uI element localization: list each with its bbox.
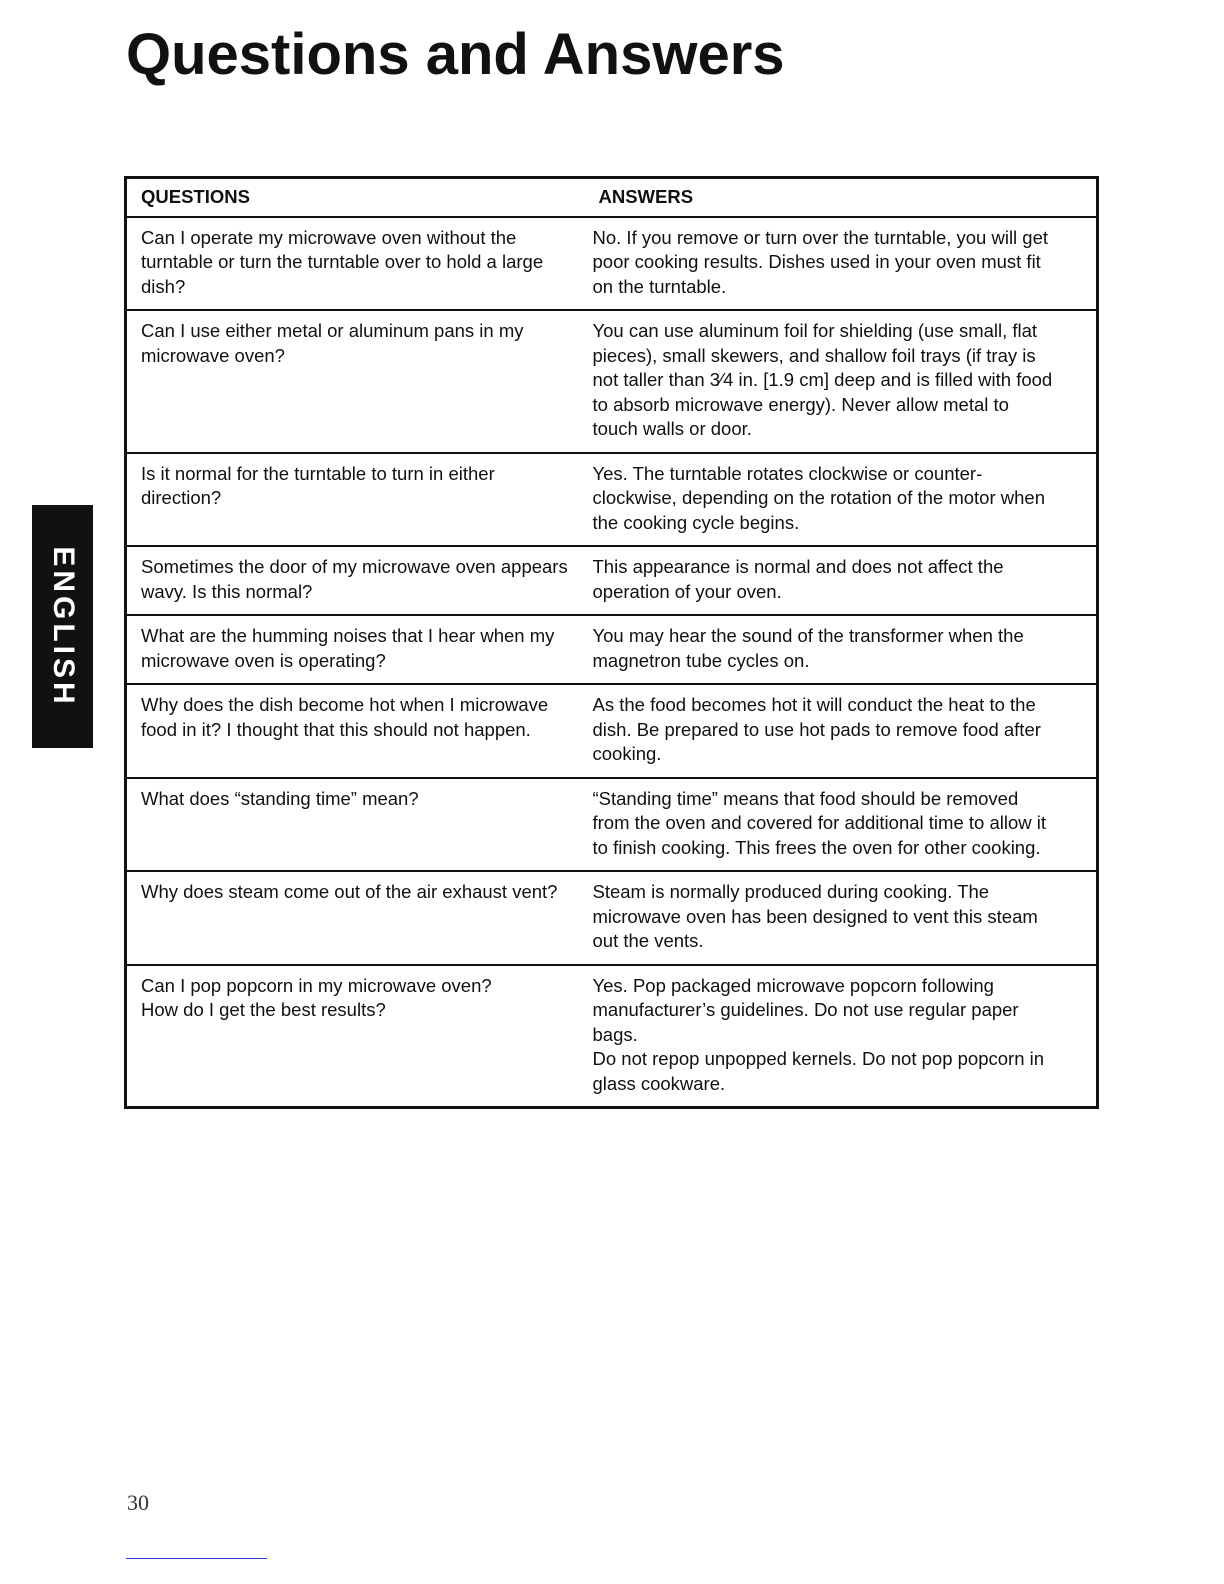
answers-header: ANSWERS bbox=[598, 186, 694, 207]
qa-table bbox=[124, 176, 1099, 1109]
answer-cell: “Standing time” means that food should be removed from the oven and covered for additional time to allow it to finish cooking. This frees the oven for other cooking. bbox=[592, 787, 1046, 858]
question-cell: Can I use either metal or aluminum pans in my microwave oven? bbox=[141, 320, 524, 366]
question-cell: Why does the dish become hot when I microwave food in it? I thought that this should not happen. bbox=[141, 694, 549, 740]
question-cell: What are the humming noises that I hear when my microwave oven is operating? bbox=[141, 625, 555, 671]
question-cell: Can I pop popcorn in my microwave oven? How do I get the best results? bbox=[141, 974, 492, 1020]
page-title: Questions and Answers bbox=[126, 22, 785, 87]
answer-cell: You can use aluminum foil for shielding (use small, flat pieces), small skewers, and shallow foil trays (if tray is not taller than 3⁄4 in. [1.9 cm] deep and is filled with food to absorb microwave energy). Never allow metal to touch walls or door. bbox=[592, 320, 1053, 439]
answer-cell: Yes. The turntable rotates clockwise or counter-clockwise, depending on the rotation of the motor when the cooking cycle begins. bbox=[592, 462, 1046, 533]
answer-cell: You may hear the sound of the transformer when the magnetron tube cycles on. bbox=[592, 625, 1024, 671]
answer-cell: This appearance is normal and does not affect the operation of your oven. bbox=[592, 556, 1004, 602]
table-header-row bbox=[126, 178, 1098, 217]
table-row bbox=[126, 310, 1098, 453]
table-row bbox=[126, 615, 1098, 684]
answer-cell: As the food becomes hot it will conduct the heat to the dish. Be prepared to use hot pads to remove food after cooking. bbox=[592, 694, 1041, 764]
question-cell: Can I operate my microwave oven without the turntable or turn the turntable over to hold a large dish? bbox=[141, 226, 544, 297]
page-number: 30 bbox=[127, 1490, 149, 1515]
table-row bbox=[126, 871, 1098, 965]
question-cell: Sometimes the door of my microwave oven appears wavy. Is this normal? bbox=[141, 556, 568, 602]
table-row bbox=[126, 778, 1098, 872]
language-tab-label: ENGLISH bbox=[46, 545, 80, 708]
language-tab bbox=[32, 505, 93, 748]
answer-cell: Yes. Pop packaged microwave popcorn following manufacturer’s guidelines. Do not use regular paper bags. Do not repop unpopped kernels. Do not pop popcorn in glass cookware. bbox=[592, 974, 1045, 1094]
table-row bbox=[126, 453, 1098, 547]
table-row bbox=[126, 965, 1098, 1108]
table-row bbox=[126, 546, 1098, 615]
question-cell: Why does steam come out of the air exhaust vent? bbox=[141, 881, 558, 902]
table-row bbox=[126, 684, 1098, 778]
footer-rule bbox=[126, 1558, 267, 1559]
answer-cell: Steam is normally produced during cooking. The microwave oven has been designed to vent this steam out the vents. bbox=[592, 881, 1038, 951]
table-row bbox=[126, 217, 1098, 311]
answer-cell: No. If you remove or turn over the turntable, you will get poor cooking results. Dishes used in your oven must fit on the turntable. bbox=[592, 226, 1049, 297]
question-cell: Is it normal for the turntable to turn in either direction? bbox=[141, 462, 495, 508]
questions-header: QUESTIONS bbox=[141, 186, 250, 207]
question-cell: What does “standing time” mean? bbox=[141, 787, 419, 809]
